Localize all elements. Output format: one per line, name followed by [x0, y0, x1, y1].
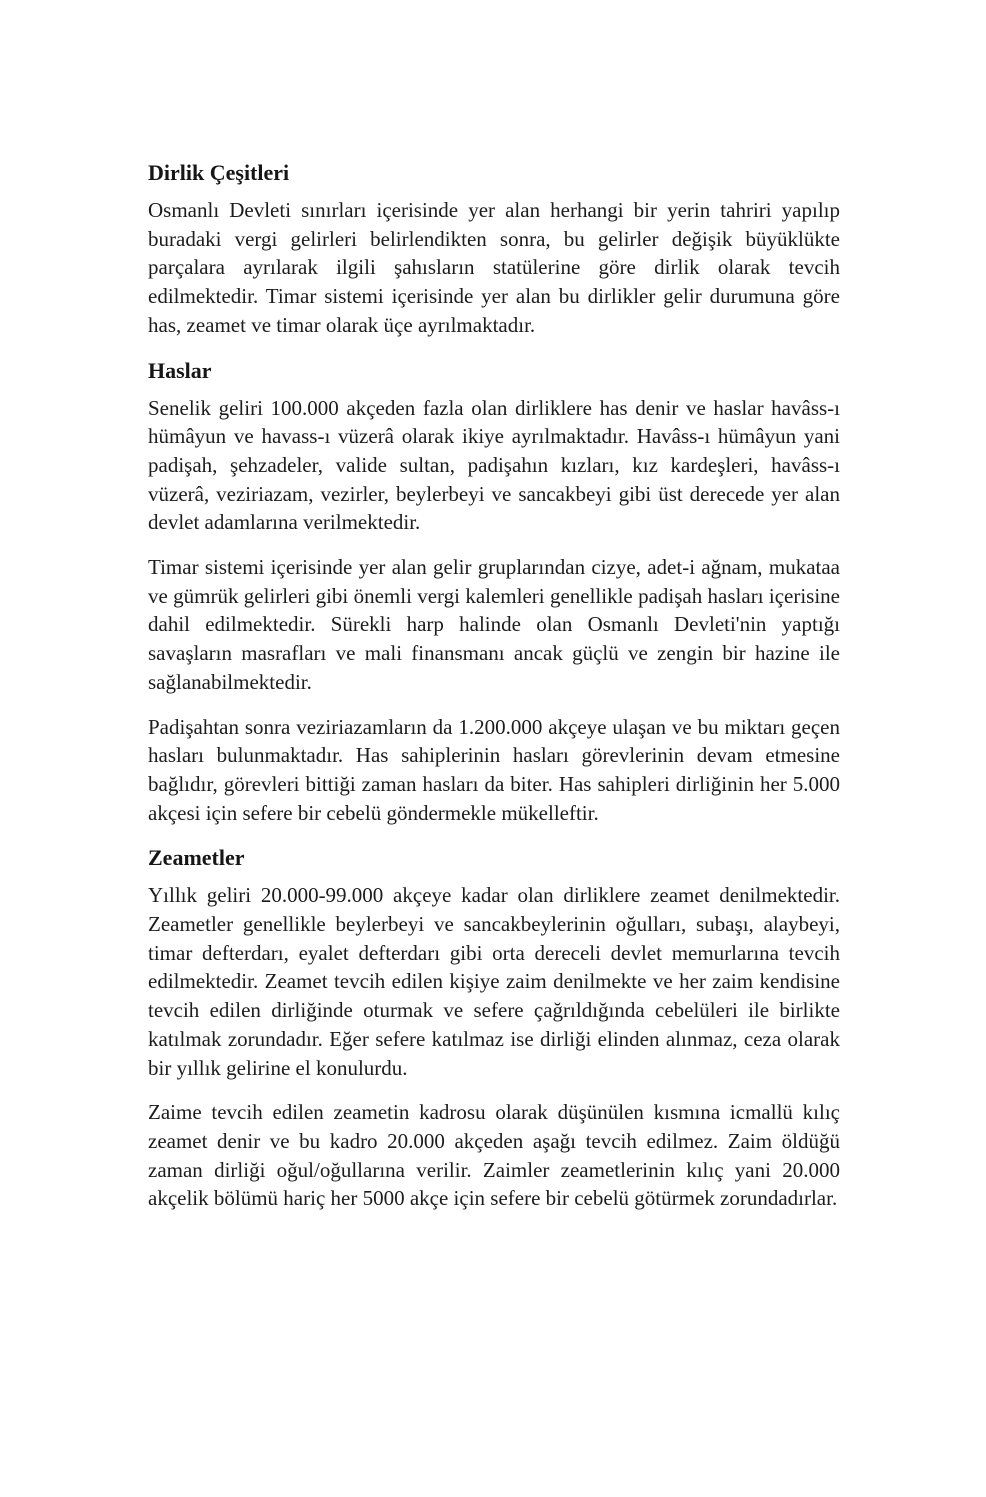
paragraph: Zaime tevcih edilen zeametin kadrosu olarak düşünülen kısmına icmallü kılıç zeamet denir ve bu kadro 20.000 akçeden aşağı tevcih edilmez. Zaim öldüğü zaman dirliği oğul/oğullarına verilir. Zaimler zeametlerinin kılıç yani 20.000 akçelik bölümü hariç her 5000 akçe için sefere bir cebelü götürmek zorundadırlar.: [148, 1100, 840, 1211]
page-body: [148, 158, 840, 1213]
section-heading: Haslar: [148, 357, 212, 383]
section-heading: Zeametler: [148, 845, 245, 871]
paragraph: Yıllık geliri 20.000-99.000 akçeye kadar olan dirliklere zeamet denilmektedir. Zeametler genellikle beylerbeyi ve sancakbeylerinin oğulları, subaşı, alaybeyi, timar defterdarı, eyalet defterdarı gibi orta dereceli devlet memurlarına tevcih edilmektedir. Zeamet tevcih edilen kişiye zaim denilmekte ve her zaim kendisine tevcih edilen dirliğinde oturmak ve sefere çağrıldığında cebelüleri ile birlikte katılmak zorundadır. Eğer sefere katılmaz ise dirliği elinden alınmaz, ceza olarak bir yıllık gelirine el konulurdu.: [148, 883, 840, 1080]
paragraph: Senelik geliri 100.000 akçeden fazla olan dirliklere has denir ve haslar havâss-ı hümâyun ve havass-ı vüzerâ olarak ikiye ayrılmaktadır. Havâss-ı hümâyun yani padişah, şehzadeler, valide sultan, padişahın kızları, kız kardeşleri, havâss-ı vüzerâ, veziriazam, vezirler, beylerbeyi ve sancakbeyi gibi üst derecede yer alan devlet adamlarına verilmektedir.: [148, 395, 840, 535]
paragraph: Timar sistemi içerisinde yer alan gelir gruplarından cizye, adet-i ağnam, mukataa ve gümrük gelirleri gibi önemli vergi kalemleri genellikle padişah hasları içerisine dahil edilmektedir. Sürekli harp halinde olan Osmanlı Devleti'nin yaptığı savaşların masrafları ve mali finansmanı ancak güçlü ve zengin bir hazine ile sağlanabilmektedir.: [148, 555, 840, 694]
section-zeametler: [148, 843, 840, 1213]
section-heading: Dirlik Çeşitleri: [148, 160, 290, 185]
section-dirlik-cesitleri: [148, 158, 840, 340]
paragraph: Osmanlı Devleti sınırları içerisinde yer alan herhangi bir yerin tahriri yapılıp buradaki vergi gelirleri belirlendikten sonra, bu gelirler değişik büyüklükte parçalara ayrılarak ilgili şahısların statülerine göre dirlik olarak tevcih edilmektedir. Timar sistemi içerisinde yer alan bu dirlikler gelir durumuna göre has, zeamet ve timar olarak üçe ayrılmaktadır.: [148, 198, 840, 337]
paragraph: Padişahtan sonra veziriazamların da 1.200.000 akçeye ulaşan ve bu miktarı geçen hasları bulunmaktadır. Has sahiplerinin hasları görevlerinin devam etmesine bağlıdır, görevleri bittiği zaman hasları da biter. Has sahipleri dirliğinin her 5.000 akçesi için sefere bir cebelü göndermekle mükelleftir.: [148, 714, 840, 825]
section-haslar: [148, 356, 840, 828]
